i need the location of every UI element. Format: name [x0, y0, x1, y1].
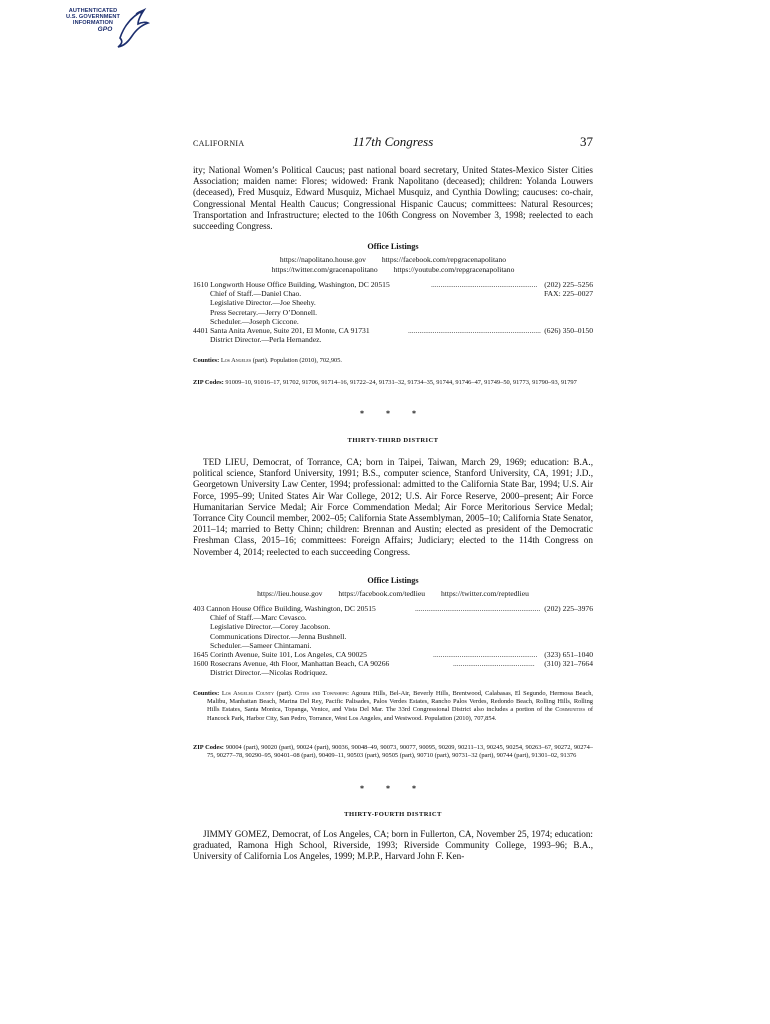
staff-member: Communications Director.—Jenna Bushnell. [210, 631, 347, 641]
lieu-counties [193, 690, 593, 723]
zip-list: 91009–10, 91016–17, 91702, 91706, 91714–16, 91722–24, 91731–32, 91734–35, 91744, 91746–47, 91749–50, 91773, 91790–93, 91797 [225, 379, 577, 386]
eagle-icon [114, 4, 150, 48]
communities-list: of Hancock Park, Harbor City, San Pedro, Torrance, West Los Angeles, and Westwood. Population (2010), 707,854. [207, 706, 594, 722]
staff-member: District Director.—Perla Hernandez. [210, 335, 322, 345]
link-napolitano-youtube[interactable]: https://youtube.com/repgracenapolitano [393, 265, 515, 274]
staff-row [193, 613, 593, 622]
office-address: 1610 Longworth House Office Building, Washington, DC 20515 [193, 280, 390, 289]
gomez-bio: JIMMY GOMEZ, Democrat, of Los Angeles, CA; born in Fullerton, CA, November 25, 1974; education: graduated, Ramona High School, Riverside, 1993; Riverside Community College, 1993–96; B.A., University of California Los Angeles, 1999; M.P.P., Harvard John F. Ken- [193, 829, 593, 862]
lieu-zip-codes [193, 744, 593, 760]
leader-dots: .................................................................. [415, 604, 541, 613]
staff-row [193, 335, 593, 344]
staff-member: District Director.—Nicolas Rodriquez. [210, 668, 328, 678]
counties-detail: (part). Population (2010), 702,905. [252, 357, 342, 364]
leader-dots: ....................................................... [433, 649, 538, 659]
gpo-authentication-seal [62, 4, 152, 48]
staff-member: Scheduler.—Joseph Ciccone. [210, 316, 299, 326]
staff-row [193, 632, 593, 641]
office-address: 1600 Rosecrans Avenue, 4th Floor, Manhattan Beach, CA 90266 [193, 659, 390, 669]
napolitano-links [193, 255, 593, 275]
zip-label: ZIP Codes: [193, 379, 224, 386]
napolitano-offices [193, 280, 593, 344]
state-name: CALIFORNIA [193, 139, 245, 148]
lieu-links [193, 589, 593, 599]
staff-member: Press Secretary.—Jerry O’Donnell. [210, 307, 318, 317]
congress-title: 117th Congress [352, 134, 434, 149]
office-phone: (310) 321–7664 [544, 659, 593, 669]
link-napolitano-facebook[interactable]: https://facebook.com/repgracenapolitano [381, 255, 507, 264]
link-lieu-twitter[interactable]: https://twitter.com/reptedlieu [440, 589, 529, 598]
staff-member: Chief of Staff.—Marc Cevasco. [210, 613, 307, 623]
staff-row [193, 308, 593, 317]
lieu-bio: TED LIEU, Democrat, of Torrance, CA; born in Taipei, Taiwan, March 29, 1969; education: B.A., political science, Stanford University, 1991; B.S., computer science, Stanford University, CA, 1991; J.D., Georgetown University Law Center, 1994; professional: admitted to the California State Bar, 1994; U.S. Air Force, 1995–99; United States Air War College, 2012; U.S. Air Force Reserve, 2000–present; Air Force Humanitarian Service Medal; Air Force Commendation Medal; Air Force Meritorious Service Medal; Torrance City Council member, 2002–05; California State Assemblyman, 2005–10; California State Senator, 2011–14; married to Betty Chinn; children: Brennan and Austin; elected as president of the Democratic Freshman Class, 2015–16; committees: Foreign Affairs; Judiciary; elected to the 114th Congress on November 4, 2014; reelected to each succeeding Congress. [193, 457, 593, 557]
district-34-title: THIRTY-FOURTH DISTRICT [344, 811, 442, 818]
zip-label: ZIP Codes: [193, 744, 224, 751]
office-phone: (323) 651–1040 [544, 649, 593, 659]
office-address: 1645 Corinth Avenue, Suite 101, Los Angeles, CA 90025 [193, 649, 367, 659]
seal-line-4: GPO [97, 25, 113, 33]
staff-row [193, 641, 593, 650]
link-lieu-facebook[interactable]: https://facebook.com/tedlieu [338, 589, 426, 598]
counties-part: (part). [276, 690, 293, 697]
napolitano-zip-codes [193, 379, 593, 387]
office-row [193, 659, 593, 668]
running-head [193, 134, 593, 152]
office-phone: (202) 225–5256 [544, 280, 593, 289]
zip-list: 90004 (part), 90020 (part), 90024 (part), 90036, 90048–49, 90073, 90077, 90095, 90209, 90211–13, 90245, 90254, 90263–67, 90272, 90274–75, 90277–78, 90290–95, 90401–08 (part), 90409–11, 90503 (part), 90505 (part), 90710 (part), 90731–32 (part), 90744 (part), 91301–02, 91376 [207, 744, 593, 760]
link-napolitano-twitter[interactable]: https://twitter.com/gracenapolitano [271, 265, 378, 274]
leader-dots: ........................................................ [431, 280, 538, 289]
page-number: 37 [580, 134, 593, 149]
office-address: 403 Cannon House Office Building, Washington, DC 20515 [193, 604, 376, 613]
leader-dots: ........................................... [453, 659, 535, 669]
leader-dots: ...................................................................... [408, 325, 541, 335]
office-phone: (626) 350–0150 [544, 325, 593, 335]
napolitano-counties [193, 357, 593, 365]
office-listings-heading: Office Listings [367, 576, 419, 585]
link-napolitano-website[interactable]: https://napolitano.house.gov [279, 255, 366, 264]
section-divider-stars: * * * [360, 784, 426, 793]
county-name: Los Angeles County [221, 690, 274, 697]
staff-row [193, 317, 593, 326]
seal-line-1: AUTHENTICATED [68, 8, 118, 14]
office-listings-heading: Office Listings [367, 242, 419, 251]
staff-member: Legislative Director.—Corey Jacobson. [210, 622, 331, 632]
office-row [193, 650, 593, 659]
napolitano-section [193, 165, 593, 232]
office-row [193, 280, 593, 289]
counties-label: Counties: [193, 690, 220, 697]
cities-label: Cities and Townships: [295, 690, 349, 697]
staff-row [193, 289, 593, 298]
district-33-title: THIRTY-THIRD DISTRICT [347, 437, 439, 444]
counties-label: Counties: [193, 357, 220, 364]
lieu-section [193, 457, 593, 558]
staff-member: Scheduler.—Sameer Chintamani. [210, 640, 312, 650]
staff-row [193, 668, 593, 677]
section-divider-stars: * * * [360, 409, 426, 418]
seal-line-3: INFORMATION [72, 20, 114, 27]
seal-line-2: U.S. GOVERNMENT [65, 14, 121, 21]
staff-row [193, 298, 593, 307]
communities-label: Communities [555, 706, 586, 714]
staff-member: Chief of Staff.—Daniel Chao. [210, 289, 302, 299]
office-row [193, 326, 593, 335]
cities-list: Agoura Hills, Bel-Air, Beverly Hills, Brentwood, Calabasas, El Segundo, Hermosa Beach, Malibu, Manhattan Beach, Marina Del Rey, Pacific Palisades, Palos Verdes Estates, Rancho Palos Verdes, Redondo Beach, Rolling Hills, Rolling Hills Estates, Santa Monica, Topanga, Venice, and Vista Del Mar. The 33rd Congressional District also includes a portion of the [207, 690, 593, 714]
office-row [193, 604, 593, 613]
lieu-offices [193, 604, 593, 678]
link-lieu-website[interactable]: https://lieu.house.gov [257, 589, 323, 598]
staff-row [193, 622, 593, 631]
office-address: 4401 Santa Anita Avenue, Suite 201, El Monte, CA 91731 [193, 325, 370, 335]
office-fax: FAX: 225–0027 [543, 289, 593, 299]
gomez-section [193, 829, 593, 863]
staff-member: Legislative Director.—Joe Sheehy. [210, 298, 316, 308]
napolitano-bio: ity; National Women’s Political Caucus; past national board secretary, United States-Mexico Sister Cities Association; maiden name: Flores; widowed: Frank Napolitano (deceased); children: Yolanda Louwers (deceased), Fred Musquiz, Edward Musquiz, Michael Musquiz, and Cynthia Dowling; caucuses: co-chair, Congressional Mental Health Caucus; Congressional Hispanic Caucus; committees: Natural Resources; Transportation and Infrastructure; elected to the 106th Congress on November 3, 1998; reelected to each succeeding Congress. [193, 165, 593, 232]
office-phone: (202) 225–3976 [544, 604, 593, 613]
county-name: Los Angeles [220, 357, 252, 364]
